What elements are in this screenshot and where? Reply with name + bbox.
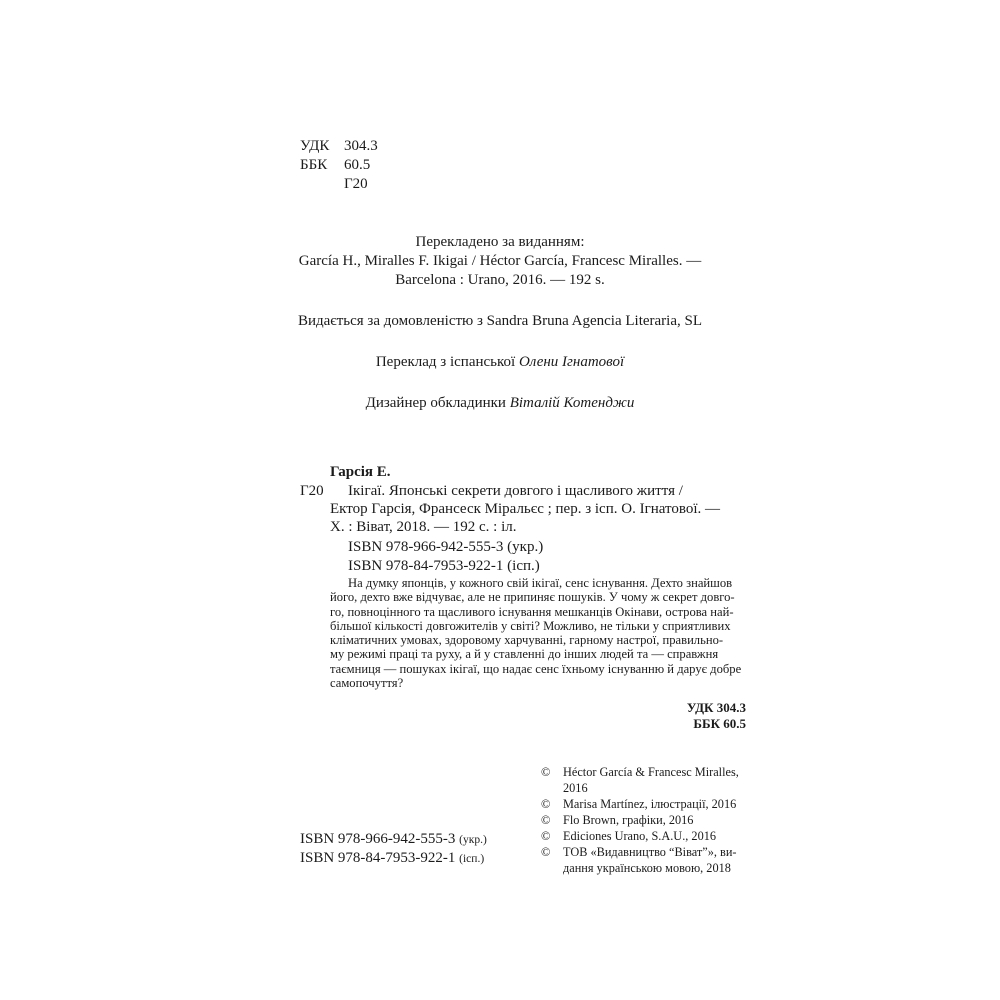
copyright-entry-cont: 2016 (563, 781, 588, 795)
catalog-udk: УДК 304.3 (686, 700, 746, 715)
annotation-line: його, дехто вже відчуває, але не припиняє пошуків. У чому ж секрет довго- (330, 590, 735, 605)
annotation-line: таємниця — пошуках ікігаї, що надає сенс їхньому існуванню й дарує добре (330, 661, 742, 676)
annotation-line: кліматичних умовах, здоровому харчуванні, гарному настрої, правильно- (330, 633, 724, 648)
footer-isbn-esp: ISBN 978-84-7953-922-1 (ісп.) (300, 850, 485, 866)
copyright-block (541, 764, 739, 876)
annotation-line: більшої кількості довгожителів у світі? Можливо, не тільки у сприятливих (330, 618, 731, 633)
catalog-isbn-esp: ISBN 978-84-7953-922-1 (ісп.) (348, 558, 540, 574)
annotation-line: самопочуття? (330, 676, 404, 691)
catalog-title-line3: Х. : Віват, 2018. — 192 с. : іл. (330, 519, 517, 535)
designer-prefix: Дизайнер обкладинки (365, 395, 506, 411)
udk-label: УДК (300, 138, 330, 154)
copyright-entry-cont: дання українською мовою, 2018 (563, 861, 731, 875)
catalog-bbk: ББК 60.5 (693, 716, 746, 731)
annotation-line: На думку японців, у кожного свій ікігаї, сенс існування. Дехто знайшов (348, 576, 733, 590)
annotation-line: го, повноцінного та щасливого існування мешканців Окінави, острова най- (330, 604, 734, 619)
author-mark-top: Г20 (344, 176, 368, 192)
catalog-author: Гарсія Е. (330, 464, 391, 480)
designer-name: Віталій Котенджи (509, 395, 635, 411)
copyright-entry: © Héctor García & Francesc Miralles, (541, 765, 739, 779)
annotation (330, 576, 762, 690)
translated-from-heading: Перекладено за виданням: (415, 234, 585, 250)
agreement-line: Видається за домовленістю з Sandra Bruna Agencia Literaria, SL (297, 313, 703, 329)
translator-line (0, 352, 1000, 372)
catalog-title-line1: Ікігаї. Японські секрети довгого і щасливого життя / (348, 483, 683, 499)
designer-line (0, 393, 1000, 413)
bbk-label: ББК (300, 157, 328, 173)
udk-value: 304.3 (344, 138, 378, 154)
annotation-line: му режимі праці та руху, а й у ставленні до інших людей та — справжня (330, 647, 719, 662)
copyright-entry: © Flo Brown, графіки, 2016 (541, 813, 694, 827)
translated-from-line1: García H., Miralles F. Ikigai / Héctor García, Francesc Miralles. — (298, 253, 702, 269)
catalog-title-line2: Ектор Гарсія, Франсеск Міральєс ; пер. з ісп. О. Ігнатової. — (330, 501, 721, 517)
copyright-entry: © Ediciones Urano, S.A.U., 2016 (541, 829, 717, 843)
translator-name: Олени Ігнатової (518, 354, 625, 370)
copyright-entry: © Marisa Martínez, ілюстрації, 2016 (541, 797, 737, 811)
footer-isbn-ukr: ISBN 978-966-942-555-3 (укр.) (300, 831, 487, 847)
bbk-value: 60.5 (344, 157, 371, 173)
catalog-mark: Г20 (300, 483, 324, 499)
translator-prefix: Переклад з іспанської (375, 354, 516, 370)
copyright-entry: © ТОВ «Видавництво “Віват”», ви- (541, 845, 737, 859)
catalog-isbn-ukr: ISBN 978-966-942-555-3 (укр.) (348, 539, 544, 555)
translated-from-line2: Barcelona : Urano, 2016. — 192 s. (395, 272, 605, 288)
